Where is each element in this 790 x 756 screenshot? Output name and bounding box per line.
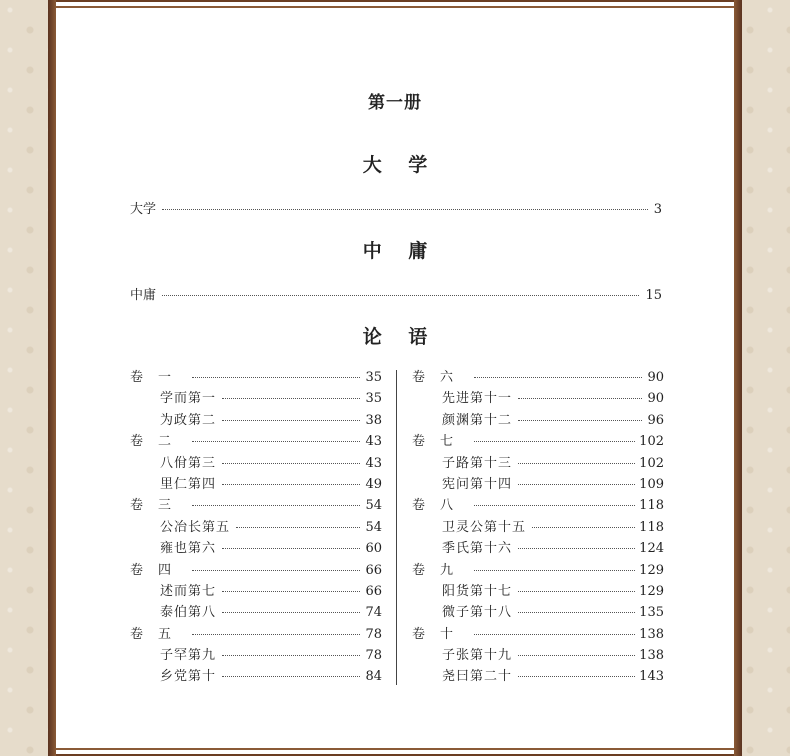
toc-entry-label: 先进第十一: [442, 391, 513, 407]
toc-entry-label: 尧曰第二十: [442, 669, 513, 685]
chapter-word: 卷: [130, 562, 144, 578]
chapter-number: 六: [440, 370, 454, 385]
page-number: 78: [365, 648, 382, 664]
section-title-lunyu: 论 语: [362, 326, 438, 348]
lunyu-left-column: [130, 366, 382, 687]
page-number: 3: [653, 202, 662, 217]
toc-page: [48, 0, 742, 756]
chapter-word: 卷: [412, 434, 426, 450]
lunyu-right-column: [412, 366, 664, 687]
toc-entry-label: 公冶长第五: [160, 519, 231, 535]
column-divider: [396, 370, 397, 685]
toc-section-row[interactable]: [412, 452, 664, 473]
toc-chapter-row[interactable]: [412, 366, 664, 387]
toc-entry-label: [130, 366, 186, 385]
toc-entry-label: [130, 494, 186, 513]
toc-section-row[interactable]: [130, 473, 382, 494]
toc-section-row[interactable]: [130, 409, 382, 430]
dot-leader: [474, 505, 635, 506]
page-number: 143: [639, 669, 664, 685]
chapter-number: 一: [158, 370, 172, 385]
toc-entry-label: 里仁第四: [160, 476, 217, 492]
page-number: 90: [647, 391, 664, 407]
dot-leader: [222, 591, 360, 592]
page-number: 49: [365, 476, 382, 492]
toc-section-row[interactable]: [412, 537, 664, 558]
dot-leader: [192, 377, 360, 378]
page-number: 66: [365, 562, 382, 578]
toc-entry-label: [130, 623, 186, 642]
toc-chapter-row[interactable]: [412, 559, 664, 580]
chapter-word: 卷: [412, 562, 426, 578]
toc-section-row[interactable]: [130, 516, 382, 537]
chapter-word: 卷: [130, 370, 144, 385]
toc-entry-label: 微子第十八: [442, 605, 513, 621]
toc-chapter-row[interactable]: [130, 366, 382, 387]
page-number: 54: [365, 519, 382, 535]
dot-leader: [518, 548, 635, 549]
dot-leader: [518, 655, 635, 656]
toc-entry-label: 乡党第十: [160, 669, 217, 685]
toc-chapter-row[interactable]: [130, 623, 382, 644]
chapter-word: 卷: [412, 626, 426, 642]
page-number: 102: [639, 455, 664, 471]
toc-section-row[interactable]: [412, 473, 664, 494]
section-title-daxue: 大 学: [362, 154, 438, 176]
page-number: 118: [639, 519, 664, 535]
chapter-number: 八: [440, 498, 454, 514]
toc-chapter-row[interactable]: [412, 494, 664, 515]
toc-section-row[interactable]: [130, 580, 382, 601]
chapter-word: 卷: [130, 498, 144, 514]
dot-leader: [518, 463, 635, 464]
dot-leader: [236, 527, 360, 528]
page-number: 35: [365, 391, 382, 407]
toc-entry-label: [130, 430, 186, 449]
toc-entry-zhongyong[interactable]: [130, 284, 662, 303]
toc-chapter-row[interactable]: [130, 494, 382, 515]
page-number: 43: [365, 434, 382, 450]
page-number: 138: [639, 648, 664, 664]
toc-entry-label: [412, 366, 468, 385]
toc-entry-label: [412, 559, 468, 578]
chapter-number: 七: [440, 434, 454, 450]
toc-section-row[interactable]: [412, 644, 664, 665]
toc-chapter-row[interactable]: [130, 559, 382, 580]
chapter-number: 九: [440, 562, 454, 578]
toc-section-row[interactable]: [130, 452, 382, 473]
toc-section-row[interactable]: [130, 665, 382, 686]
toc-entry-label: 季氏第十六: [442, 541, 513, 557]
toc-chapter-row[interactable]: [130, 430, 382, 451]
page-number: 129: [639, 562, 664, 578]
toc-section-row[interactable]: [412, 387, 664, 408]
dot-leader: [518, 420, 642, 421]
dot-leader: [532, 527, 635, 528]
page-number: 54: [365, 498, 382, 514]
page-number: 84: [365, 669, 382, 685]
toc-chapter-row[interactable]: [412, 430, 664, 451]
page-number: 138: [639, 626, 664, 642]
dot-leader: [192, 634, 360, 635]
page-number: 124: [639, 541, 664, 557]
toc-entry-label: 八佾第三: [160, 455, 217, 471]
dot-leader: [192, 441, 360, 442]
toc-entry-label: 大学: [130, 202, 157, 217]
toc-section-row[interactable]: [412, 516, 664, 537]
dot-leader: [518, 484, 635, 485]
toc-entry-label: 述而第七: [160, 583, 217, 599]
toc-section-row[interactable]: [130, 537, 382, 558]
toc-chapter-row[interactable]: [412, 623, 664, 644]
toc-entry-label: 颜渊第十二: [442, 412, 513, 428]
dot-leader: [474, 634, 635, 635]
toc-entry-daxue[interactable]: [130, 198, 662, 217]
dot-leader: [518, 398, 642, 399]
page-number: 35: [365, 370, 382, 385]
dot-leader: [222, 655, 360, 656]
toc-section-row[interactable]: [130, 387, 382, 408]
toc-section-row[interactable]: [412, 409, 664, 430]
page-number: 102: [639, 434, 664, 450]
dot-leader: [222, 463, 360, 464]
page-number: 38: [365, 412, 382, 428]
toc-entry-label: 宪问第十四: [442, 476, 513, 492]
toc-entry-label: 泰伯第八: [160, 605, 217, 621]
page-number: 109: [639, 476, 664, 492]
page-number: 129: [639, 583, 664, 599]
chapter-word: 卷: [130, 626, 144, 642]
dot-leader: [222, 612, 360, 613]
volume-title: 第一册: [368, 93, 422, 113]
toc-entry-label: 中庸: [130, 288, 157, 303]
dot-leader: [518, 676, 635, 677]
dot-leader: [474, 377, 642, 378]
dot-leader: [222, 548, 360, 549]
page-number: 66: [365, 583, 382, 599]
toc-entry-label: 卫灵公第十五: [442, 519, 527, 535]
toc-entry-label: [412, 494, 468, 513]
toc-entry-label: 阳货第十七: [442, 583, 513, 599]
dot-leader: [162, 209, 648, 210]
toc-entry-label: 为政第二: [160, 412, 217, 428]
page-number: 90: [647, 370, 664, 385]
page-number: 118: [639, 498, 664, 514]
dot-leader: [222, 420, 360, 421]
chapter-number: 十: [440, 626, 454, 642]
toc-section-row[interactable]: [412, 580, 664, 601]
page-number: 60: [365, 541, 382, 557]
section-title-zhongyong: 中 庸: [362, 240, 438, 262]
toc-section-row[interactable]: [412, 601, 664, 622]
dot-leader: [222, 676, 360, 677]
chapter-word: 卷: [412, 370, 426, 385]
page-number: 135: [639, 605, 664, 621]
toc-section-row[interactable]: [130, 601, 382, 622]
dot-leader: [222, 484, 360, 485]
dot-leader: [518, 591, 635, 592]
toc-section-row[interactable]: [130, 644, 382, 665]
page-number: 78: [365, 626, 382, 642]
dot-leader: [162, 295, 639, 296]
page-number: 43: [365, 455, 382, 471]
dot-leader: [518, 612, 635, 613]
toc-entry-label: [412, 430, 468, 449]
toc-entry-label: [130, 559, 186, 578]
dot-leader: [474, 570, 635, 571]
chapter-word: 卷: [412, 498, 426, 514]
chapter-number: 三: [158, 498, 172, 514]
toc-entry-label: 子路第十三: [442, 455, 513, 471]
dot-leader: [192, 505, 360, 506]
toc-entry-label: 雍也第六: [160, 541, 217, 557]
toc-entry-label: 子张第十九: [442, 648, 513, 664]
dot-leader: [474, 441, 635, 442]
page-number: 96: [647, 412, 664, 428]
toc-entry-label: 学而第一: [160, 391, 217, 407]
chapter-word: 卷: [130, 434, 144, 450]
dot-leader: [222, 398, 360, 399]
page-number: 74: [365, 605, 382, 621]
toc-section-row[interactable]: [412, 665, 664, 686]
page-number: 15: [645, 288, 662, 303]
chapter-number: 五: [158, 626, 172, 642]
dot-leader: [192, 570, 360, 571]
toc-entry-label: [412, 623, 468, 642]
chapter-number: 二: [158, 434, 172, 450]
toc-entry-label: 子罕第九: [160, 648, 217, 664]
chapter-number: 四: [158, 562, 172, 578]
